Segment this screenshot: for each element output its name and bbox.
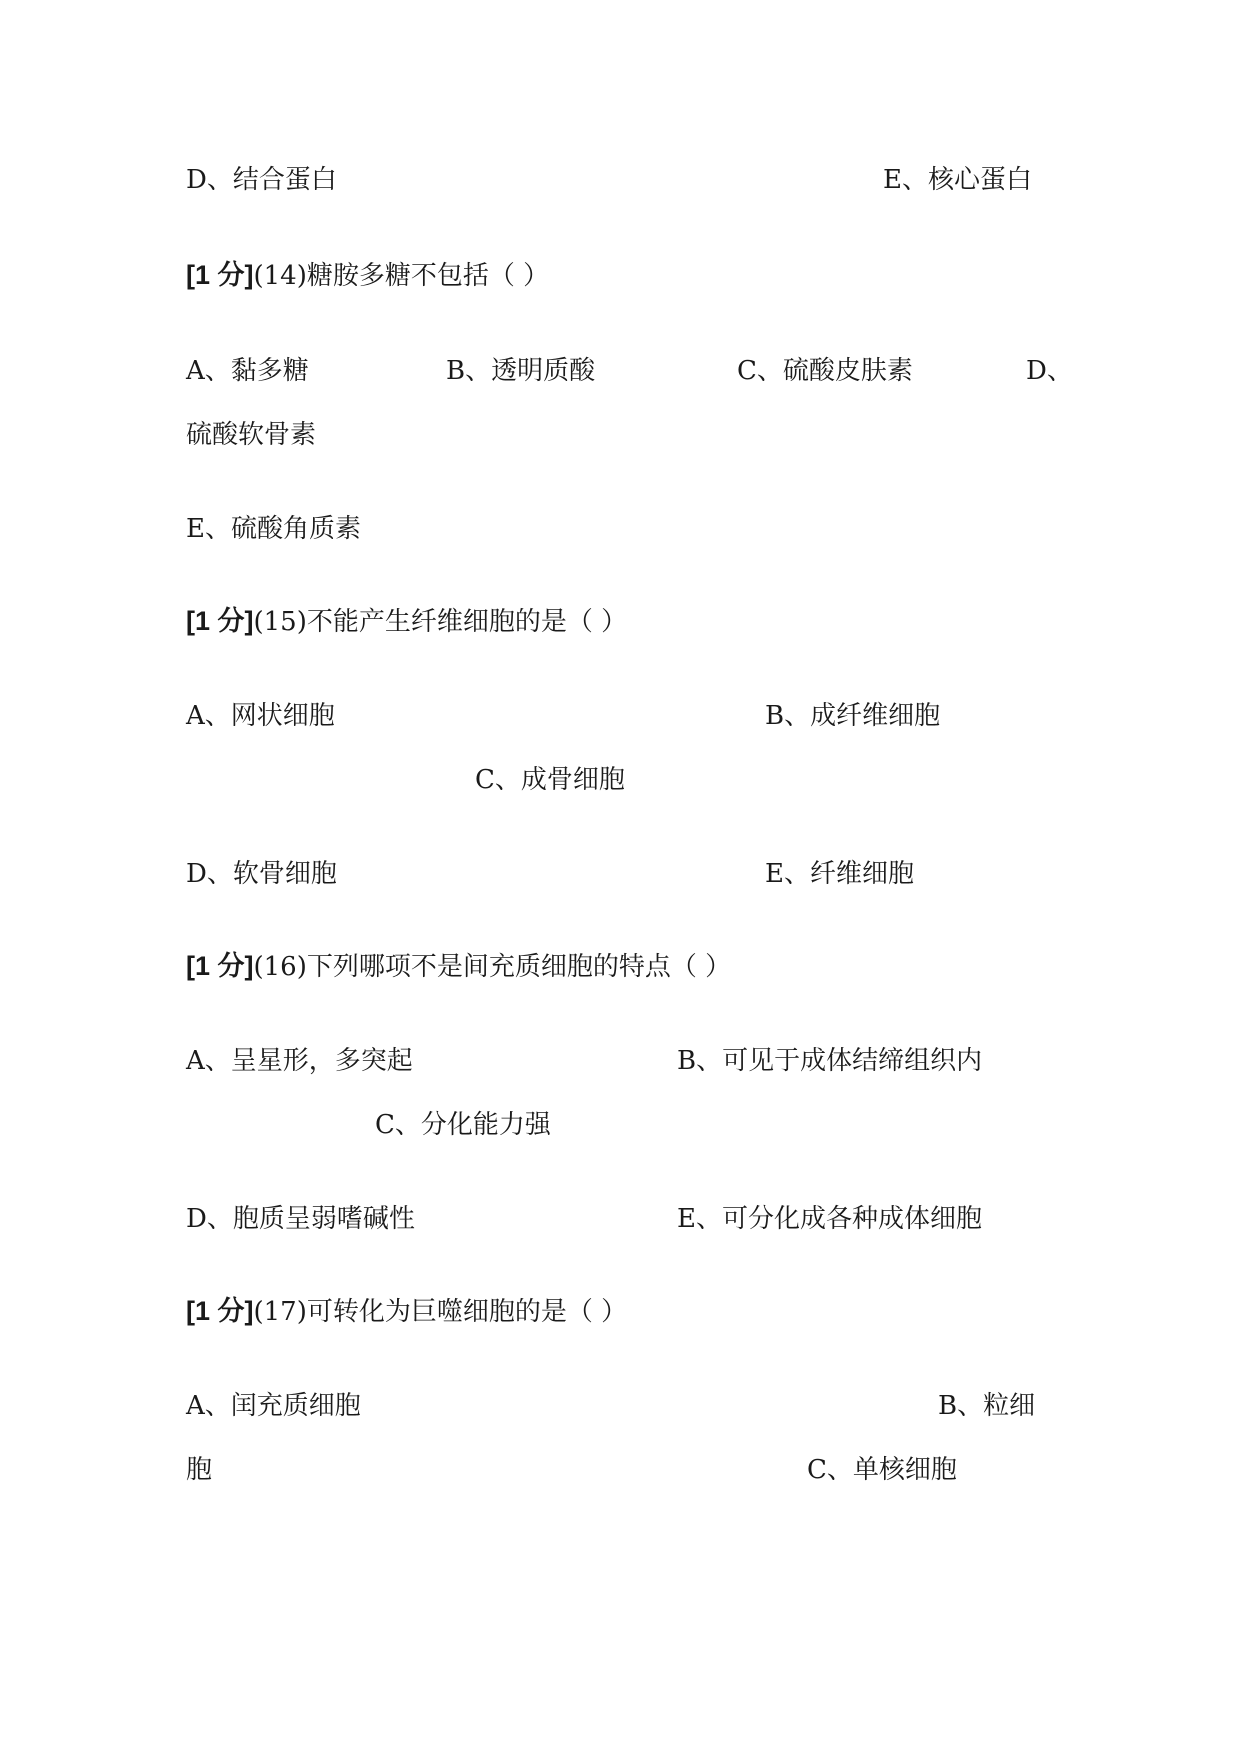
q14-option-d-text: 硫酸软骨素: [186, 420, 317, 450]
q17-option-b-part2: 胞: [186, 1455, 213, 1485]
q15-option-b: B、成纤维细胞: [765, 701, 941, 731]
q13-option-d: D、结合蛋白: [186, 165, 337, 195]
q16-option-c: C、分化能力强: [375, 1110, 551, 1140]
q16-stem: (16)下列哪项不是间充质细胞的特点（ ）: [253, 952, 732, 982]
q15-option-d: D、软骨细胞: [186, 859, 337, 889]
q17-option-a: A、闰充质细胞: [186, 1391, 361, 1421]
q15-option-e: E、纤维细胞: [765, 859, 914, 889]
q14-option-e: E、硫酸角质素: [186, 514, 361, 544]
q17-option-b-part1: B、粒细: [938, 1391, 1036, 1421]
q14-question: [186, 258, 549, 293]
q16-option-b: B、可见于成体结缔组织内: [677, 1046, 983, 1076]
q15-question: [186, 604, 627, 639]
q14-option-c: C、硫酸皮肤素: [737, 356, 913, 386]
q15-option-c: C、成骨细胞: [475, 765, 625, 795]
q16-score-prefix: [1 分]: [186, 951, 254, 981]
q14-score-prefix: [1 分]: [186, 260, 254, 290]
q14-option-d-label: D、: [1026, 356, 1073, 386]
q17-score-prefix: [1 分]: [186, 1296, 254, 1326]
q15-option-a: A、网状细胞: [186, 701, 335, 731]
q16-option-e: E、可分化成各种成体细胞: [677, 1204, 982, 1234]
q14-option-b: B、透明质酸: [446, 356, 596, 386]
q15-score-prefix: [1 分]: [186, 606, 254, 636]
q16-option-d: D、胞质呈弱嗜碱性: [186, 1204, 415, 1234]
q15-stem: (15)不能产生纤维细胞的是（ ）: [253, 607, 628, 637]
q17-stem: (17)可转化为巨噬细胞的是（ ）: [253, 1297, 628, 1327]
q17-question: [186, 1294, 627, 1329]
q17-option-c: C、单核细胞: [807, 1455, 957, 1485]
q16-question: [186, 949, 731, 984]
q16-option-a: A、呈星形，多突起: [186, 1046, 413, 1076]
q13-option-e: E、核心蛋白: [883, 165, 1032, 195]
q14-stem: (14)糖胺多糖不包括（ ）: [253, 261, 550, 291]
q14-option-a: A、黏多糖: [186, 356, 309, 386]
